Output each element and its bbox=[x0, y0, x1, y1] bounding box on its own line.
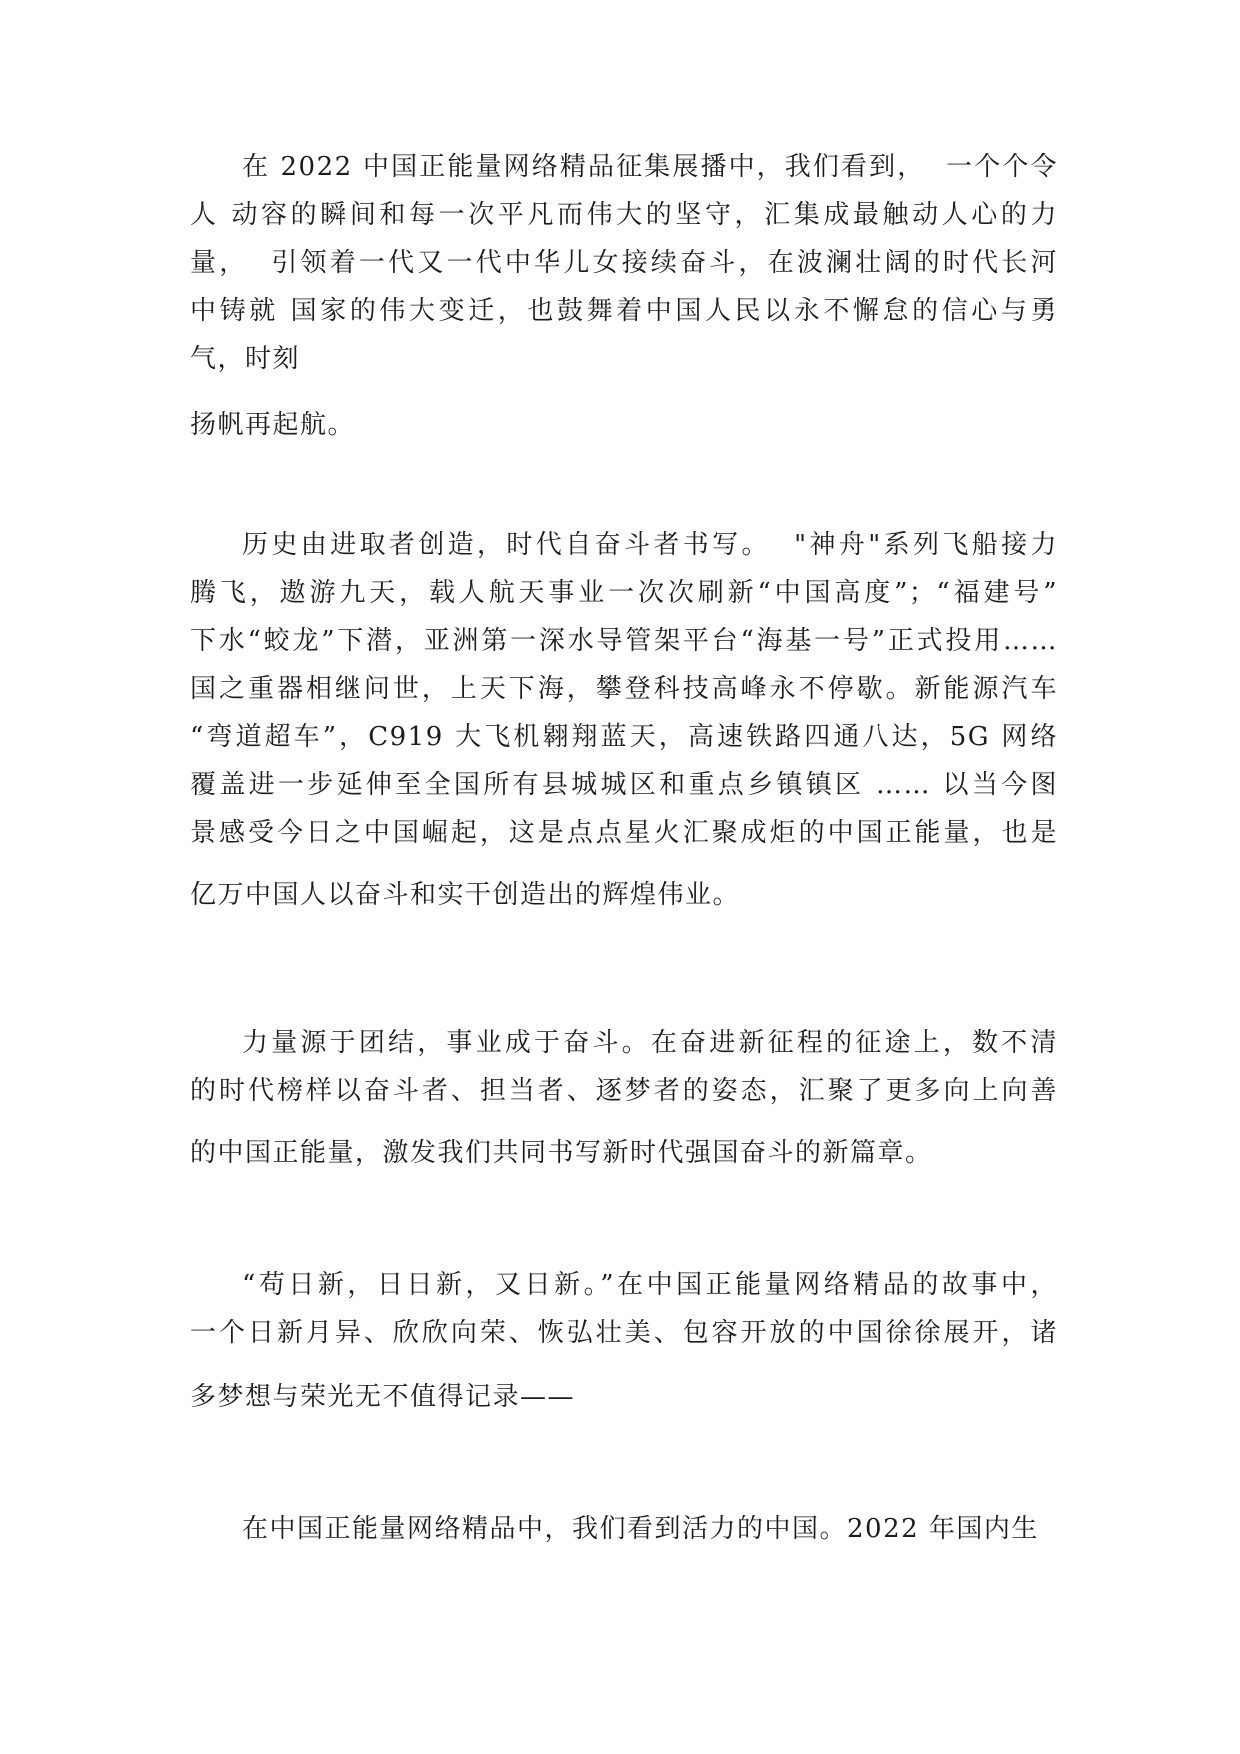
paragraph-line: 下水“蛟龙”下潜，亚洲第一深水导管架平台“海基一号”正式投用…… bbox=[190, 626, 1058, 656]
paragraph-line: “弯道超车”，C919 大飞机翱翔蓝天，高速铁路四通八达，5G 网络 bbox=[190, 722, 1058, 752]
paragraph-line: 力量源于团结，事业成于奋斗。在奋进新征程的征途上，数不清 bbox=[242, 1028, 1058, 1058]
paragraph-line: 覆盖进一步延伸至全国所有县城城区和重点乡镇镇区 …… 以当今图 bbox=[190, 770, 1058, 800]
paragraph-line: 一个日新月异、欣欣向荣、恢弘壮美、包容开放的中国徐徐展开，诸 bbox=[190, 1318, 1058, 1348]
paragraph-line: 气，时刻 bbox=[190, 344, 301, 374]
paragraph-line: 的时代榜样以奋斗者、担当者、逐梦者的姿态，汇聚了更多向上向善 bbox=[190, 1076, 1058, 1106]
paragraph-line: 历史由进取者创造，时代自奋斗者书写。 "神舟"系列飞船接力 bbox=[242, 530, 1058, 560]
paragraph-line: 在 2022 中国正能量网络精品征集展播中，我们看到， 一个个令 bbox=[242, 152, 1058, 182]
paragraph-line: “苟日新，日日新，又日新。”在中国正能量网络精品的故事中， bbox=[242, 1270, 1058, 1300]
paragraph-line: 人 动容的瞬间和每一次平凡而伟大的坚守，汇集成最触动人心的力 bbox=[190, 200, 1058, 230]
paragraph-line: 景感受今日之中国崛起，这是点点星火汇聚成炬的中国正能量，也是 bbox=[190, 818, 1058, 848]
paragraph-line: 腾飞，遨游九天，载人航天事业一次次刷新“中国高度”；“福建号” bbox=[190, 578, 1058, 608]
paragraph-line: 的中国正能量，激发我们共同书写新时代强国奋斗的新篇章。 bbox=[190, 1138, 933, 1168]
paragraph-line: 多梦想与荣光无不值得记录—— bbox=[190, 1382, 576, 1412]
paragraph-line: 亿万中国人以奋斗和实干创造出的辉煌伟业。 bbox=[190, 880, 741, 910]
paragraph-line: 在中国正能量网络精品中，我们看到活力的中国。2022 年国内生 bbox=[242, 1514, 1039, 1544]
paragraph-line: 量， 引领着一代又一代中华儿女接续奋斗，在波澜壮阔的时代长河 bbox=[190, 248, 1058, 278]
paragraph-line: 扬帆再起航。 bbox=[190, 410, 356, 440]
paragraph-line: 中铸就 国家的伟大变迁，也鼓舞着中国人民以永不懈怠的信心与勇 bbox=[190, 296, 1058, 326]
paragraph-line: 国之重器相继问世，上天下海，攀登科技高峰永不停歇。新能源汽车 bbox=[190, 674, 1058, 704]
